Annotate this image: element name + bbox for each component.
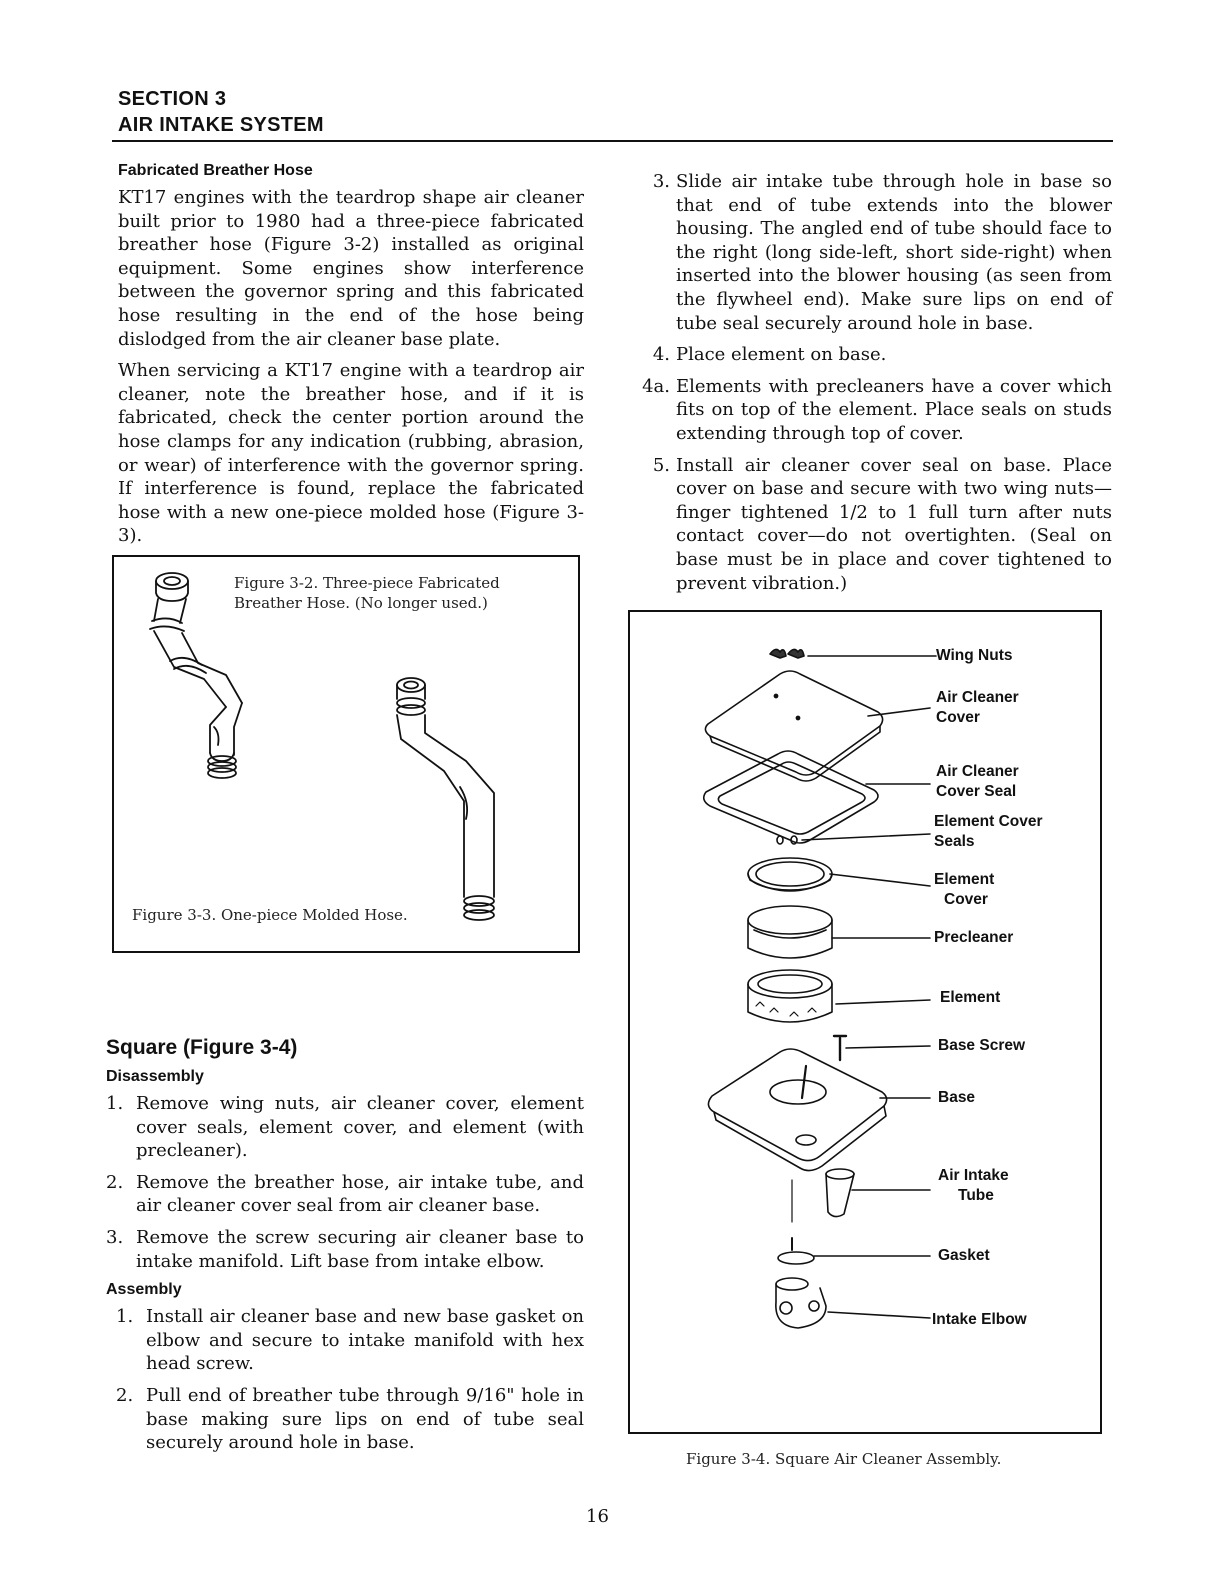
step-text: Remove the breather hose, air intake tube, and air cleaner cover seal from air cleaner base. bbox=[136, 1171, 584, 1217]
step-text: Elements with precleaners have a cover which fits on top of the element. Place seals on studs extending through top of cover. bbox=[676, 375, 1112, 444]
base-screw-label: Base Screw bbox=[938, 1037, 1026, 1054]
element-label: Element bbox=[940, 989, 1001, 1006]
three-piece-hose-drawing bbox=[150, 573, 242, 778]
label-line: Cover Seal bbox=[936, 783, 1017, 800]
figure-3-2-caption bbox=[234, 573, 554, 613]
wing-nuts-drawing bbox=[770, 649, 804, 658]
paragraph: KT17 engines with the teardrop shape air cleaner built prior to 1980 had a three-piece fabricated breather hose (Figure 3-2) installed as original equipment. Some engines show interference between the governor spring and this fabricated hose resulting in the end of the hose being dislodged from the air cleaner base plate. bbox=[118, 187, 584, 350]
gasket-label: Gasket bbox=[938, 1247, 990, 1264]
disassembly-heading: Disassembly bbox=[106, 1068, 204, 1085]
air-intake-tube-label bbox=[938, 1166, 1009, 1206]
element-cover-seals-label bbox=[934, 812, 1043, 852]
figure-3-2-3-3-box bbox=[112, 555, 580, 953]
step-text: Place element on base. bbox=[676, 344, 887, 366]
caption-line: Figure 3-2. Three-piece Fabricated bbox=[234, 574, 500, 592]
list-item bbox=[106, 1092, 584, 1163]
air-cleaner-exploded-view bbox=[630, 612, 1102, 1434]
step-number: 2. bbox=[116, 1384, 134, 1406]
step-text: Slide air intake tube through hole in base so that end of tube extends into the blower housing. The angled end of tube should face to the right (long side-left, short side-right) when inserted into the blower housing (as seen from the flywheel end). Make sure lips on end of tube seal securely around hole in base. bbox=[676, 171, 1112, 334]
step-number: 2. bbox=[106, 1171, 124, 1193]
step-number: 3. bbox=[652, 171, 670, 192]
list-item bbox=[106, 1226, 584, 1273]
disassembly-steps bbox=[106, 1092, 584, 1273]
step-text: Remove wing nuts, air cleaner cover, element cover seals, element cover, and element (with precleaner). bbox=[136, 1093, 584, 1162]
assembly-steps-continued bbox=[640, 170, 1112, 595]
page-number: 16 bbox=[586, 1506, 609, 1527]
wing-nuts-label: Wing Nuts bbox=[936, 647, 1013, 664]
figure-3-4-caption: Figure 3-4. Square Air Cleaner Assembly. bbox=[686, 1450, 1002, 1468]
label-line: Element bbox=[934, 871, 995, 888]
cover-label bbox=[936, 688, 1019, 728]
left-column bbox=[118, 162, 584, 556]
step-number: 1. bbox=[106, 1093, 124, 1114]
label-line: Cover bbox=[936, 709, 980, 726]
step-number: 1. bbox=[116, 1306, 134, 1328]
list-item bbox=[116, 1384, 584, 1455]
label-line: Air Intake bbox=[938, 1167, 1009, 1184]
section-number: SECTION 3 bbox=[118, 88, 227, 110]
label-line: Tube bbox=[958, 1187, 994, 1204]
label-line: Cover bbox=[944, 891, 988, 908]
list-item bbox=[640, 454, 1112, 596]
step-number: 5. bbox=[652, 454, 670, 476]
one-piece-hose-drawing bbox=[397, 678, 494, 920]
step-text: Install air cleaner base and new base gasket on elbow and secure to intake manifold with hex head screw. bbox=[146, 1306, 584, 1375]
label-line: Air Cleaner bbox=[936, 689, 1019, 706]
list-item bbox=[640, 343, 1112, 367]
section-header bbox=[118, 86, 1113, 138]
step-number: 4. bbox=[652, 344, 670, 366]
square-section bbox=[106, 1036, 584, 1463]
label-line: Air Cleaner bbox=[936, 763, 1019, 780]
breather-hose-illustration bbox=[114, 557, 580, 953]
cover-seal-label bbox=[936, 762, 1019, 802]
step-number: 4a. bbox=[642, 375, 670, 397]
caption-line: Breather Hose. (No longer used.) bbox=[234, 594, 488, 612]
right-column bbox=[640, 170, 1112, 603]
assembly-steps bbox=[106, 1305, 584, 1455]
list-item bbox=[640, 375, 1112, 446]
header-rule bbox=[112, 140, 1113, 142]
list-item bbox=[116, 1305, 584, 1376]
figure-3-4-box bbox=[628, 610, 1102, 1434]
step-number: 3. bbox=[106, 1226, 124, 1248]
base-label: Base bbox=[938, 1089, 976, 1106]
step-text: Install air cleaner cover seal on base. Place cover on base and secure with two wing nuts—finger tightened 1/2 to 1 full turn after nuts contact cover—do not overtighten. (Seal on base must be in place and cover tightened to prevent vibration.) bbox=[676, 454, 1112, 594]
assembly-heading: Assembly bbox=[106, 1281, 182, 1299]
list-item bbox=[106, 1171, 584, 1218]
step-text: Pull end of breather tube through 9/16" hole in base making sure lips on end of tube seal securely around hole in base. bbox=[146, 1384, 584, 1454]
element-cover-label bbox=[934, 870, 994, 910]
label-line: Seals bbox=[934, 833, 975, 850]
paragraph: When servicing a KT17 engine with a teardrop air cleaner, note the breather hose, and if it is fabricated, check the center portion around the hose clamps for any indication (rubbing, abrasion, or wear) of interference with the governor spring. If interference is found, replace the fabricated hose with a new one-piece molded hose (Figure 3-3). bbox=[118, 360, 584, 547]
precleaner-label: Precleaner bbox=[934, 929, 1014, 946]
section-title: AIR INTAKE SYSTEM bbox=[118, 114, 324, 136]
breather-hose-heading: Fabricated Breather Hose bbox=[118, 162, 313, 179]
label-line: Element Cover bbox=[934, 813, 1043, 830]
step-text: Remove the screw securing air cleaner base to intake manifold. Lift base from intake elbow. bbox=[136, 1226, 584, 1272]
figure-3-3-caption: Figure 3-3. One-piece Molded Hose. bbox=[132, 906, 408, 924]
square-heading: Square (Figure 3-4) bbox=[106, 1036, 298, 1059]
intake-elbow-label: Intake Elbow bbox=[932, 1311, 1027, 1328]
list-item bbox=[640, 170, 1112, 335]
